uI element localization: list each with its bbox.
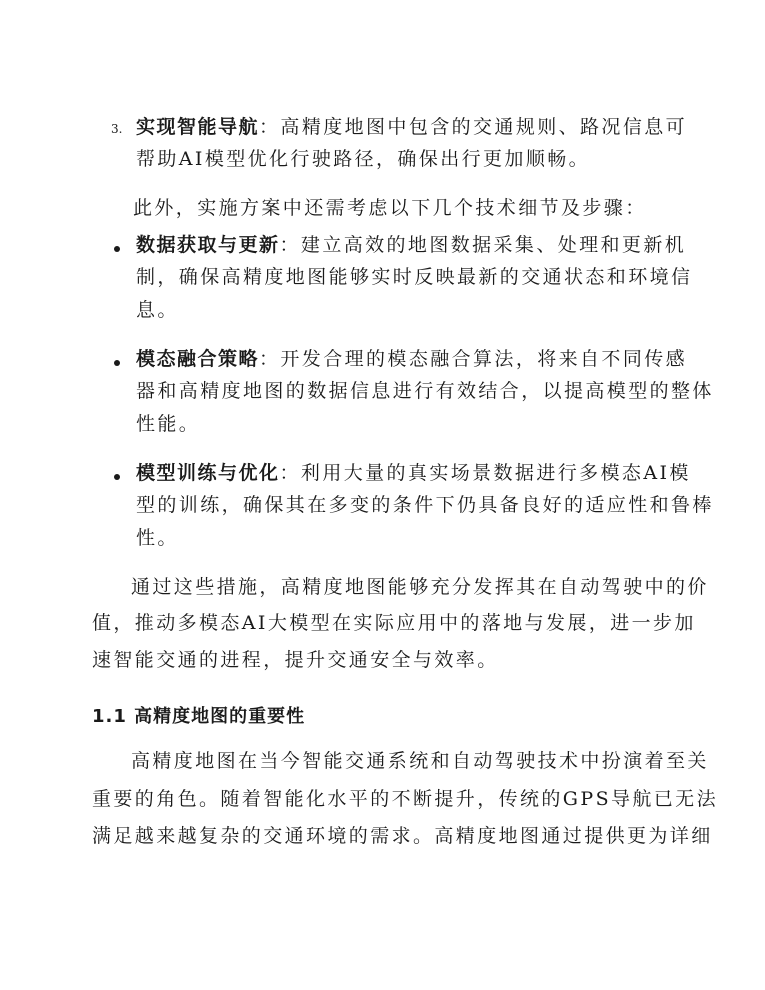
bullet-line: 性。: [136, 527, 179, 549]
body-line: 重要的角色。随着智能化水平的不断提升，传统的GPS导航已无法: [92, 788, 718, 810]
bullet-text: 开发合理的模态融合算法，将来自不同传感: [280, 348, 688, 370]
bullet-sep: ：: [279, 462, 301, 484]
bullet-line: [136, 236, 686, 255]
bullet-line: 制，确保高精度地图能够实时反映最新的交通状态和环境信: [136, 266, 693, 288]
bullet-dot: [114, 246, 120, 252]
section-heading: [92, 708, 305, 726]
list-item-text: 高精度地图中包含的交通规则、路况信息可: [280, 116, 688, 138]
list-item-sep: ：: [259, 116, 281, 138]
bullet-sep: ：: [279, 234, 301, 256]
body-line: 高精度地图在当今智能交通系统和自动驾驶技术中扮演着至关: [131, 750, 709, 772]
bullet-text: 利用大量的真实场景数据进行多模态AI模: [300, 462, 691, 484]
body-line: 满足越来越复杂的交通环境的需求。高精度地图通过提供更为详细: [92, 825, 713, 847]
section-number: 1.1: [92, 706, 127, 727]
list-item-line: 帮助AI模型优化行驶路径，确保出行更加顺畅。: [136, 148, 591, 170]
bullet-line: 息。: [136, 299, 179, 321]
list-item-line: [136, 118, 687, 137]
bullet-dot: [114, 474, 120, 480]
bullet-title: 模态融合策略: [136, 348, 260, 370]
section-title: 高精度地图的重要性: [134, 706, 306, 727]
bullet-text: 建立高效的地图数据采集、处理和更新机: [300, 234, 687, 256]
bullet-sep: ：: [259, 348, 281, 370]
list-item-title: 实现智能导航: [136, 116, 260, 138]
list-number: 3.: [111, 122, 123, 136]
bullet-line: [136, 350, 687, 369]
bullet-title: 数据获取与更新: [136, 234, 280, 256]
bullet-dot: [114, 360, 120, 366]
intro-paragraph: 此外，实施方案中还需考虑以下几个技术细节及步骤：: [133, 197, 647, 219]
bullet-line: 性能。: [136, 413, 201, 435]
bullet-line: 型的训练，确保其在多变的条件下仍具备良好的适应性和鲁棒: [136, 494, 714, 516]
summary-line: 速智能交通的进程，提升交通安全与效率。: [92, 649, 499, 671]
bullet-line: [136, 464, 691, 483]
bullet-title: 模型训练与优化: [136, 462, 280, 484]
summary-line: 值，推动多模态AI大模型在实际应用中的落地与发展，进一步加: [92, 612, 696, 634]
summary-line: 通过这些措施，高精度地图能够充分发挥其在自动驾驶中的价: [131, 576, 709, 598]
bullet-line: 器和高精度地图的数据信息进行有效结合，以提高模型的整体: [136, 380, 714, 402]
